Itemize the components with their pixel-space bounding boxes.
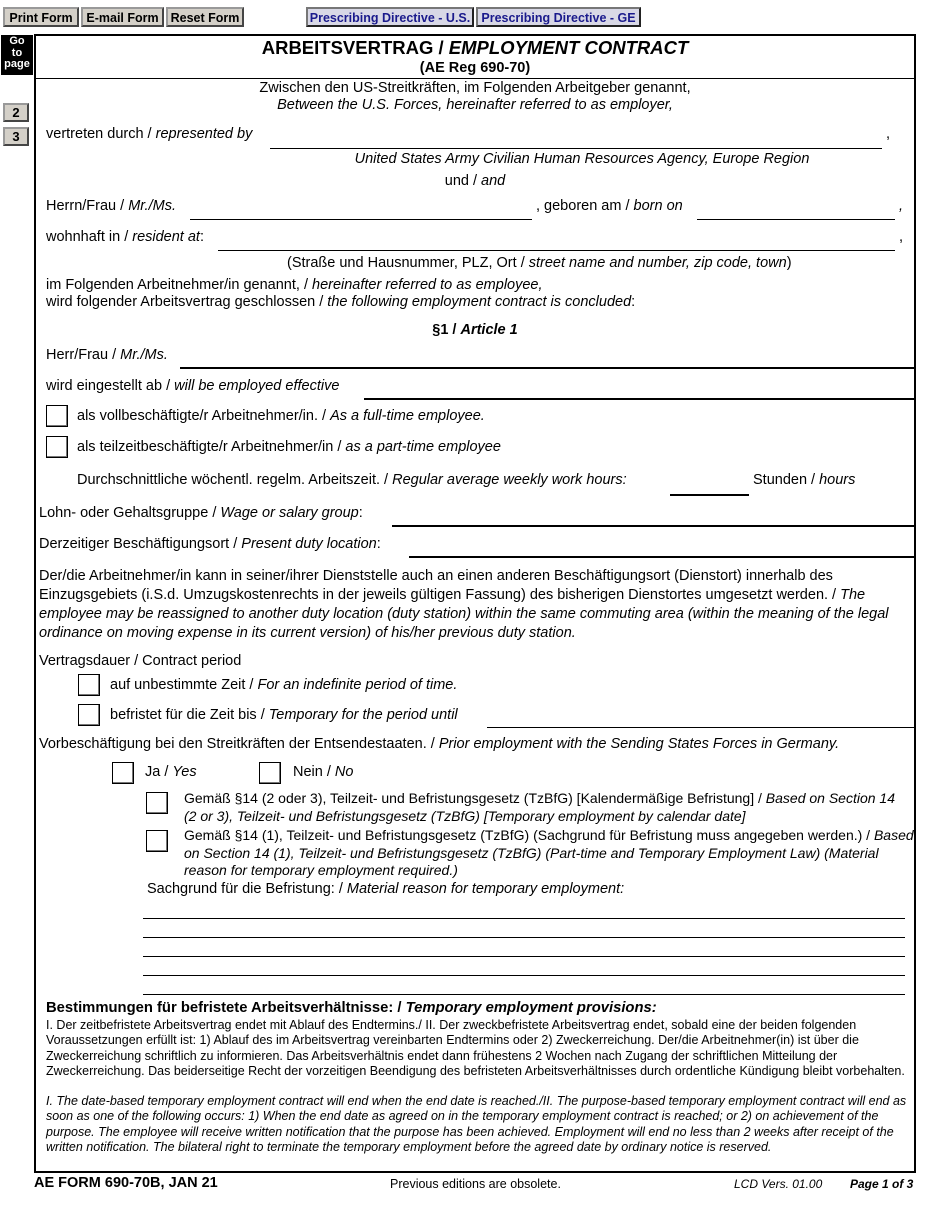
yes-en: Yes — [172, 764, 197, 780]
yes-label — [145, 764, 197, 781]
provisions-text-en: I. The date-based temporary employment contract will end when the end date is reached./II. The purpose-based temporary employment contract will end as soon as one of the following occurs: 1) When the end date as agreed on in the temporary employment contract is reached; or 2) on achievement of the purpose. The employee will receive written notification that the purpose has been achieved. Employment will end no less than 2 weeks after receipt of the written notification. The bilateral right to terminate the temporary employment before the agreed date by ordinary notice is reserved. — [46, 1094, 907, 1154]
weekly-hours-field[interactable] — [670, 494, 749, 496]
temporary-until-field[interactable] — [487, 727, 914, 728]
prior-employment-no-checkbox[interactable] — [259, 762, 281, 784]
article-mr-label — [46, 347, 168, 364]
address-field[interactable] — [218, 250, 895, 251]
prior-employment-de: Vorbeschäftigung bei den Streitkräften der Entsendestaaten. / — [39, 736, 439, 752]
address-hint-en: street name and number, zip code, town — [528, 255, 787, 271]
material-reason-en: Material reason for temporary employment: — [346, 881, 625, 897]
wage-group-en: Wage or salary group — [220, 505, 359, 521]
agency-text: United States Army Civilian Human Resources Agency, Europe Region — [354, 151, 810, 167]
between-en: Between the U.S. Forces, hereinafter referred to as employer, — [277, 97, 673, 113]
provisions-text-de: I. Der zeitbefristete Arbeitsvertrag endet mit Ablauf des Endtermins./ II. Der zweckbefristete Arbeitsvertrag endet, sobald eine der beiden folgenden Voraussetzungen erfüllt ist: 1) Ablauf des im Arbeitsvertrag vereinbarten Endtermins oder 2) Zweckerreichung. Der/die Arbeitnehmer(in) ist über die Zweckerreichung schriftlich zu informieren. Das Arbeitsverhältnis endet dann frühestens 2 Wochen nach Zugang der schriftlichen Mitteilung der Zweckerreichung. Das beiderseitige Recht der vorzeitigen Beendigung des befristeten Arbeitsverhältnisses durch ordentliche Kündigung bleibt vorbehalten. — [46, 1018, 905, 1078]
concluded-text: wird folgender Arbeitsvertrag geschlossen / the following employment contract is concluded: — [46, 294, 636, 310]
hours-unit-label — [753, 472, 855, 489]
no-label — [293, 764, 353, 781]
and-label — [36, 173, 914, 190]
reassignment-de: Der/die Arbeitnehmer/in kann in seiner/ihrer Dienststelle auch an einen anderen Beschäftigungsort (Dienstort) innerhalb des Einzugsgebiets (i.S.d. Umzugskostenrechts in der jeweils gültigen Fassung) des bisherigen Dienstortes umgesetzt werden. / — [39, 568, 837, 603]
hereinafter-text — [46, 277, 543, 294]
reassignment-en: The employee may be reassigned to another duty location (duty station) within the same commuting area (within the meaning of the legal ordinance on moving expense in its current version) of his/her previous duty station. — [39, 587, 889, 641]
email-form-button[interactable]: E-mail Form — [81, 7, 164, 27]
effective-date-field[interactable] — [364, 398, 914, 400]
section-14-2-3-de: Gemäß §14 (2 oder 3), Teilzeit- und Befristungsgesetz (TzBfG) [Kalendermäßige Befristung] / — [184, 790, 766, 806]
prescribing-directive-ge-button[interactable]: Prescribing Directive - GE — [476, 7, 641, 27]
comma: , — [886, 126, 891, 142]
title-en: EMPLOYMENT CONTRACT — [448, 37, 689, 58]
indefinite-de: auf unbestimmte Zeit / — [110, 677, 258, 693]
indefinite-period-checkbox[interactable] — [78, 674, 100, 696]
wage-group-field[interactable] — [392, 525, 914, 527]
mr-en: Mr./Ms. — [128, 198, 176, 214]
mr-de: Herrn/Frau / — [46, 198, 129, 214]
indefinite-period-label — [110, 677, 457, 694]
print-form-button[interactable]: Print Form — [3, 7, 79, 27]
born-en: born on — [633, 198, 683, 214]
material-reason-line-4[interactable] — [143, 975, 905, 976]
provisions-heading-en: Temporary employment provisions: — [405, 1000, 657, 1016]
temporary-period-label — [110, 707, 458, 724]
hours-unit-en: hours — [819, 472, 856, 488]
part-time-label — [77, 439, 501, 456]
header-divider — [36, 78, 914, 79]
weekly-hours-de: Durchschnittliche wöchentl. regelm. Arbeitszeit. / — [77, 472, 393, 488]
and-de: und / — [444, 173, 482, 189]
material-reason-label — [147, 881, 624, 898]
article-employee-name-field[interactable] — [180, 367, 914, 369]
material-reason-line-5[interactable] — [143, 994, 905, 995]
and-en: and — [481, 173, 506, 189]
duty-location-label: Derzeitiger Beschäftigungsort / Present duty location: — [39, 536, 381, 552]
employee-name-field[interactable] — [190, 219, 532, 220]
represented-label — [46, 126, 252, 143]
article-mr-de: Herr/Frau / — [46, 347, 121, 363]
part-time-checkbox[interactable] — [46, 436, 68, 458]
resident-de: wohnhaft in / — [46, 229, 133, 245]
part-time-de: als teilzeitbeschäftigte/r Arbeitnehmer/in / — [77, 439, 346, 455]
concluded-de: wird folgender Arbeitsvertrag geschlossen / — [46, 294, 328, 310]
prior-employment-yes-checkbox[interactable] — [112, 762, 134, 784]
part-time-en: as a part-time employee — [345, 439, 501, 455]
article-heading-de: §1 / — [432, 322, 461, 338]
full-time-checkbox[interactable] — [46, 405, 68, 427]
material-reason-line-3[interactable] — [143, 956, 905, 957]
birth-date-field[interactable] — [697, 219, 895, 220]
section-14-1-checkbox[interactable] — [146, 830, 168, 852]
born-de: , geboren am / — [536, 198, 634, 214]
section-14-2-3-label — [184, 790, 904, 825]
full-time-de: als vollbeschäftigte/r Arbeitnehmer/in. / — [77, 408, 331, 424]
reassignment-text — [39, 567, 909, 643]
go-to-page-3-button[interactable]: 3 — [3, 127, 29, 146]
effective-de: wird eingestellt ab / — [46, 378, 175, 394]
weekly-hours-label — [77, 472, 627, 489]
obsolete-notice: Previous editions are obsolete. — [390, 1177, 561, 1191]
section-14-1-en: Based on Section 14 (1), Teilzeit- und Befristungsgesetz (TzBfG) (Part-time and Temporary Employment Law) (Material reason for temporary employment required.) — [184, 827, 914, 878]
temporary-de: befristet für die Zeit bis / — [110, 707, 269, 723]
temporary-period-checkbox[interactable] — [78, 704, 100, 726]
goto-line-2: to — [11, 46, 23, 59]
prescribing-directive-us-button[interactable]: Prescribing Directive - U.S. — [306, 7, 474, 27]
born-on-label — [536, 198, 683, 215]
represented-de: vertreten durch / — [46, 126, 156, 142]
hereinafter-en: hereinafter referred to as employee, — [312, 277, 543, 293]
reset-form-button[interactable]: Reset Form — [166, 7, 244, 27]
provisions-heading-de: Bestimmungen für befristete Arbeitsverhältnisse: / — [46, 1000, 406, 1016]
duty-location-de: Derzeitiger Beschäftigungsort / — [39, 536, 242, 552]
duty-location-en: Present duty location — [241, 536, 377, 552]
mr-ms-label — [46, 198, 176, 215]
address-hint-close: ) — [786, 255, 792, 271]
article-heading-en: Article 1 — [460, 322, 518, 338]
hereinafter-de: im Folgenden Arbeitnehmer/in genannt, / — [46, 277, 312, 293]
section-14-1-de: Gemäß §14 (1), Teilzeit- und Befristungsgesetz (TzBfG) (Sachgrund für Befristung muss angegeben werden.) / — [184, 827, 874, 843]
weekly-hours-en: Regular average weekly work hours: — [392, 472, 627, 488]
page-number: Page 1 of 3 — [850, 1177, 914, 1191]
duty-location-field[interactable] — [409, 556, 914, 558]
provisions-heading — [46, 1000, 657, 1017]
regulation-ref: (AE Reg 690-70) — [419, 60, 531, 76]
material-reason-de: Sachgrund für die Befristung: / — [147, 881, 347, 897]
represented-by-field[interactable] — [270, 148, 882, 149]
hours-unit-de: Stunden / — [753, 472, 820, 488]
yes-de: Ja / — [145, 764, 173, 780]
comma: , — [899, 198, 904, 214]
material-reason-line-1[interactable] — [143, 918, 905, 919]
article-1-heading — [36, 322, 914, 339]
section-14-2-3-checkbox[interactable] — [146, 792, 168, 814]
wage-group-label: Lohn- oder Gehaltsgruppe / Wage or salary group: — [39, 505, 363, 521]
resident-label: wohnhaft in / resident at: — [46, 229, 204, 245]
temporary-en: Temporary for the period until — [268, 707, 458, 723]
no-de: Nein / — [293, 764, 335, 780]
page-title — [36, 38, 914, 58]
comma: , — [899, 229, 904, 245]
address-hint-de: (Straße und Hausnummer, PLZ, Ort / — [287, 255, 529, 271]
concluded-en: the following employment contract is concluded — [327, 294, 632, 310]
section-14-1-label — [184, 827, 914, 880]
prior-employment-label — [39, 736, 839, 753]
form-number: AE FORM 690-70B, JAN 21 — [34, 1175, 218, 1191]
section-14-2-3-en: Based on Section 14 (2 or 3), Teilzeit- und Befristungsgesetz (TzBfG) [Temporary employment by calendar date] — [184, 790, 895, 824]
go-to-page-label — [1, 35, 33, 75]
indefinite-en: For an indefinite period of time. — [257, 677, 458, 693]
goto-line-3: page — [4, 58, 30, 70]
go-to-page-2-button[interactable]: 2 — [3, 103, 29, 122]
goto-line-1: Go — [9, 35, 25, 47]
effective-en: will be employed effective — [174, 378, 340, 394]
resident-en: resident at — [132, 229, 200, 245]
address-hint — [287, 255, 792, 272]
effective-label — [46, 378, 339, 395]
wage-group-de: Lohn- oder Gehaltsgruppe / — [39, 505, 221, 521]
article-mr-en: Mr./Ms. — [120, 347, 168, 363]
contract-period-label: Vertragsdauer / Contract period — [39, 653, 242, 669]
between-de: Zwischen den US-Streitkräften, im Folgenden Arbeitgeber genannt, — [259, 80, 691, 96]
represented-en: represented by — [155, 126, 253, 142]
full-time-label — [77, 408, 485, 425]
material-reason-line-2[interactable] — [143, 937, 905, 938]
no-en: No — [334, 764, 354, 780]
version-label: LCD Vers. 01.00 — [734, 1177, 823, 1191]
title-de: ARBEITSVERTRAG / — [261, 37, 449, 58]
prior-employment-en: Prior employment with the Sending States Forces in Germany. — [438, 736, 840, 752]
full-time-en: As a full-time employee. — [330, 408, 485, 424]
